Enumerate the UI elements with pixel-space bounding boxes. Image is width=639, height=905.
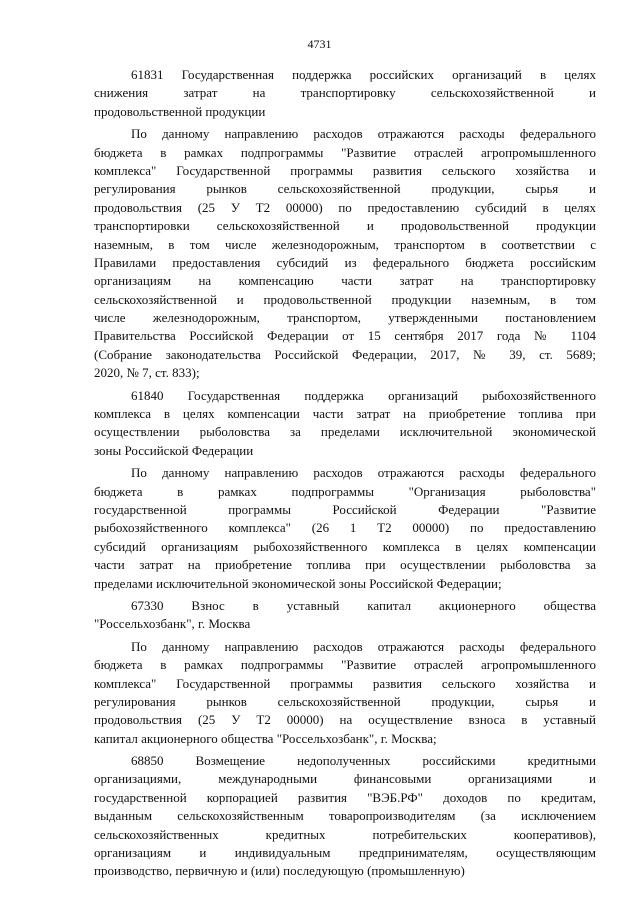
text-line: продовольственной продукции xyxy=(94,103,266,119)
text-line: 61840 Государственная поддержка организаций рыбохозяйственного xyxy=(131,387,596,403)
document-body xyxy=(94,66,596,885)
text-line: Правительства Российской Федерации от 15 сентября 2017 года № 1104 xyxy=(94,328,596,344)
paragraph xyxy=(94,66,596,121)
text-line: осуществлении рыболовства за пределами исключительной экономической xyxy=(94,424,596,440)
text-line: комплекса в целях компенсации части затрат на приобретение топлива при xyxy=(94,406,596,422)
text-line: пределами исключительной экономической зоны Российской Федерации; xyxy=(94,575,502,591)
text-line: рыбохозяйственного комплекса" (26 1 Т2 00000) по предоставлению xyxy=(94,520,596,536)
paragraph xyxy=(94,464,596,593)
text-line: государственной программы Российской Федерации "Развитие xyxy=(94,501,596,517)
text-line: производство, первичную и (или) последующую (промышленную) xyxy=(94,863,465,879)
text-line: выданным сельскохозяйственным товаропроизводителям (за исключением xyxy=(94,808,596,824)
paragraph xyxy=(94,752,596,881)
text-line: организациями, международными финансовыми организациями и xyxy=(94,771,596,787)
text-line: числе железнодорожным, транспортом, утвержденными постановлением xyxy=(94,310,596,326)
text-line: наземным, в том числе железнодорожным, транспортом в соответствии с xyxy=(94,236,596,252)
text-line: продовольствия (25 У Т2 00000) по предоставлению субсидий в целях xyxy=(94,199,596,215)
text-line: организациям и индивидуальным предпринимателям, осуществляющим xyxy=(94,845,596,861)
paragraph xyxy=(94,387,596,461)
text-line: 68850 Возмещение недополученных российскими кредитными xyxy=(131,753,596,769)
text-line: регулирования рынков сельскохозяйственной продукции, сырья и xyxy=(94,693,596,709)
text-line: зоны Российской Федерации xyxy=(94,442,254,458)
page-number: 4731 xyxy=(307,37,332,51)
text-line: бюджета в рамках подпрограммы "Развитие отраслей агропромышленного xyxy=(94,144,596,160)
text-line: По данному направлению расходов отражаются расходы федерального xyxy=(131,638,596,654)
text-line: регулирования рынков сельскохозяйственной продукции, сырья и xyxy=(94,181,596,197)
paragraph xyxy=(94,638,596,748)
text-line: комплекса" Государственной программы развития сельского хозяйства и xyxy=(94,162,596,178)
paragraph xyxy=(94,597,596,634)
text-line: сельскохозяйственной и продовольственной продукции наземным, в том xyxy=(94,291,596,307)
text-line: (Собрание законодательства Российской Федерации, 2017, № 39, ст. 5689; xyxy=(94,346,596,362)
text-line: организациям на компенсацию части затрат на транспортировку xyxy=(94,273,596,289)
text-line: комплекса" Государственной программы развития сельского хозяйства и xyxy=(94,675,596,691)
text-line: транспортировки сельскохозяйственной и продовольственной продукции xyxy=(94,218,596,234)
text-line: государственной корпорацией развития "ВЭБ.РФ" доходов по кредитам, xyxy=(94,789,596,805)
text-line: части затрат на приобретение топлива при осуществлении рыболовства за xyxy=(94,557,596,573)
text-line: По данному направлению расходов отражаются расходы федерального xyxy=(131,465,596,481)
text-line: По данному направлению расходов отражаются расходы федерального xyxy=(131,126,596,142)
text-line: сельскохозяйственных кредитных потребительских кооперативов), xyxy=(94,826,596,842)
text-line: 2020, № 7, ст. 833); xyxy=(94,365,200,381)
text-line: капитал акционерного общества "Россельхозбанк", г. Москва; xyxy=(94,730,437,746)
text-line: "Россельхозбанк", г. Москва xyxy=(94,616,251,632)
text-line: субсидий организациям рыбохозяйственного комплекса в целях компенсации xyxy=(94,538,596,554)
text-line: Правилами предоставления субсидий из федерального бюджета российским xyxy=(94,254,596,270)
text-line: бюджета в рамках подпрограммы "Организация рыболовства" xyxy=(94,483,596,499)
text-line: бюджета в рамках подпрограммы "Развитие отраслей агропромышленного xyxy=(94,657,596,673)
text-line: 61831 Государственная поддержка российских организаций в целях xyxy=(131,67,596,82)
paragraph xyxy=(94,125,596,382)
text-line: 67330 Взнос в уставный капитал акционерного общества xyxy=(131,597,596,613)
text-line: продовольствия (25 У Т2 00000) на осуществление взноса в уставный xyxy=(94,712,596,728)
text-line: снижения затрат на транспортировку сельскохозяйственной и xyxy=(94,85,596,101)
